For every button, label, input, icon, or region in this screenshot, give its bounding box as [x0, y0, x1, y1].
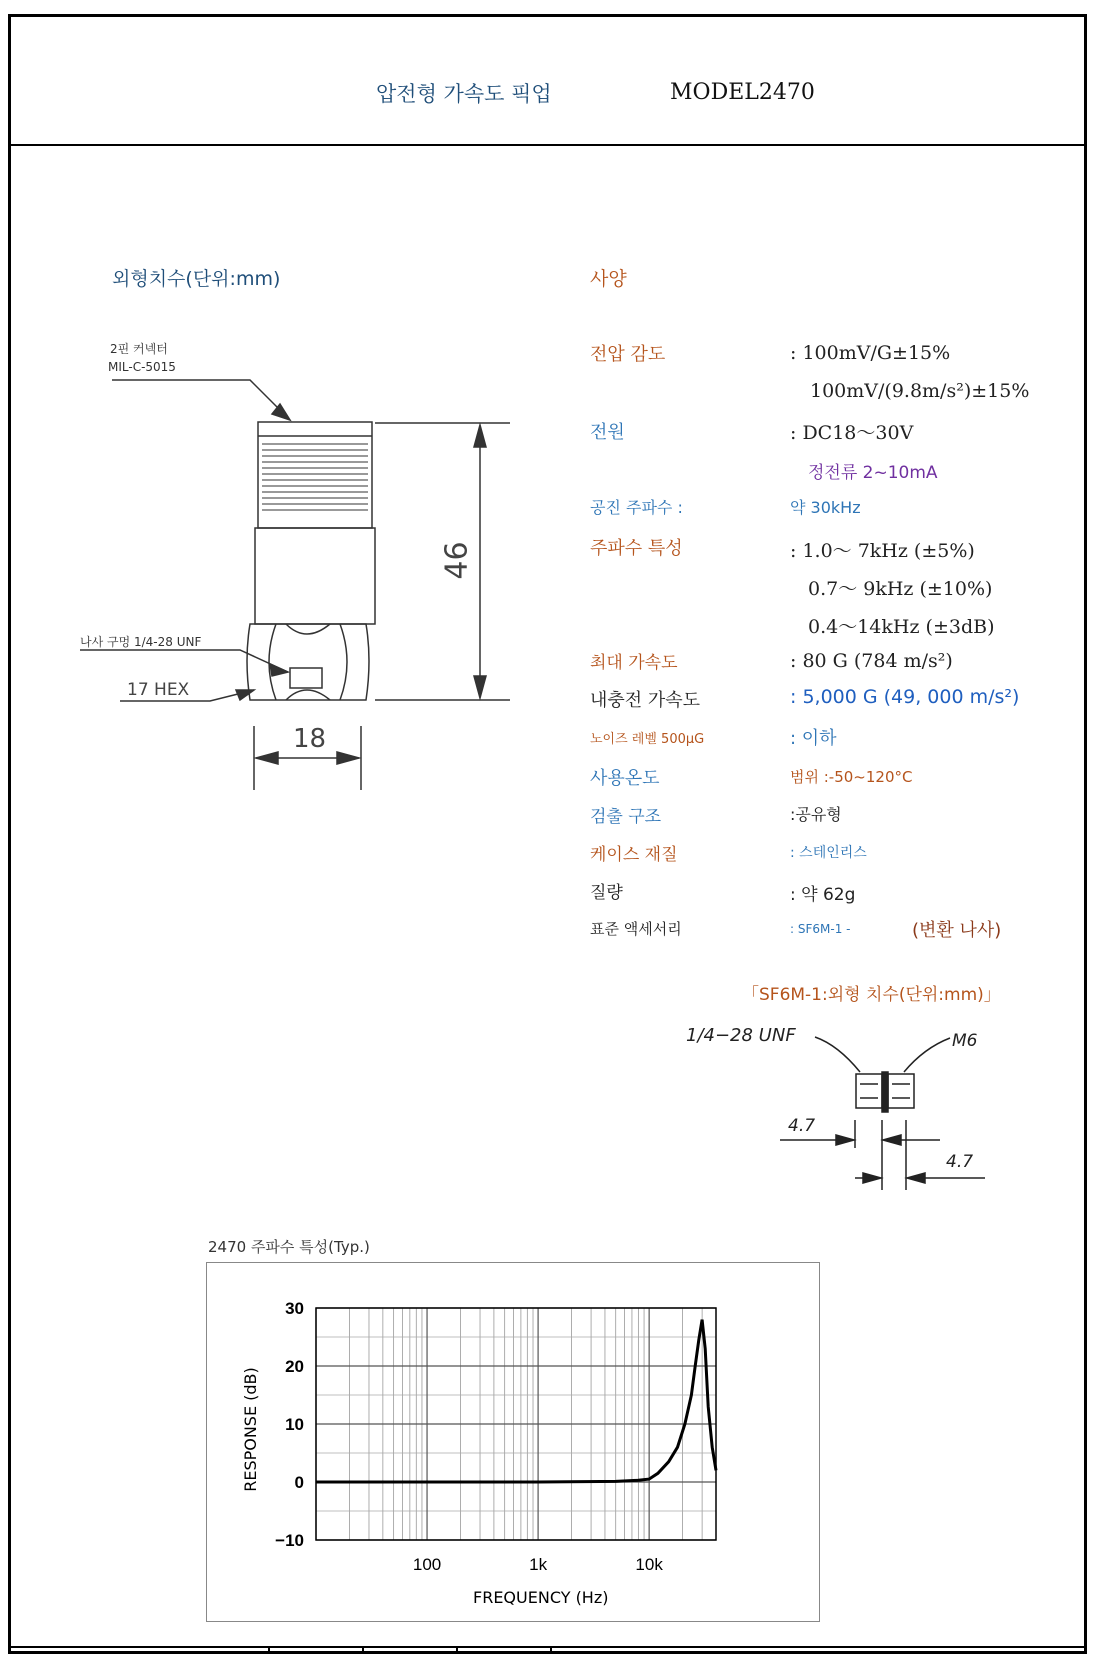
- spec-label-detection-structure: 검출 구조: [590, 807, 662, 827]
- width-dimension-value: 18: [293, 724, 327, 754]
- footer-cell-divider: [268, 1646, 270, 1654]
- footer-cell-divider: [362, 1646, 364, 1654]
- document-title: 압전형 가속도 픽업: [376, 82, 552, 106]
- accessory-m6-label: M6: [952, 1031, 978, 1051]
- y-tick-label: 0: [294, 1473, 304, 1492]
- footer-cell-divider: [550, 1646, 552, 1654]
- spec-label-power: 전원: [590, 422, 625, 443]
- spec-value-standard-accessory: : SF6M-1 -: [790, 922, 851, 936]
- hex-label: 17 HEX: [127, 680, 190, 700]
- spec-value-power: : DC18～30V: [790, 422, 914, 444]
- spec-label-voltage-sensitivity: 전압 감도: [590, 344, 666, 365]
- spec-label-frequency-response: 주파수 특성: [590, 538, 683, 559]
- spec-value-voltage-sensitivity: : 100mV/G±15%: [790, 342, 951, 364]
- spec-label-noise-level: 노이즈 레벨 500μG: [590, 732, 705, 747]
- spec-label-max-acceleration: 최대 가속도: [590, 653, 678, 673]
- spec-label-resonant-frequency: 공진 주파수 :: [590, 498, 683, 517]
- spec-value-frequency-response-10: 0.7～ 9kHz (±10%): [808, 578, 993, 600]
- accessory-dim-left: 4.7: [788, 1116, 816, 1136]
- chart-x-axis-label: FREQUENCY (Hz): [473, 1588, 609, 1607]
- spec-value-constant-current: 정전류 2~10mA: [808, 463, 938, 483]
- x-tick-label: 100: [412, 1555, 442, 1574]
- spec-label-mass: 질량: [590, 883, 623, 903]
- spec-value-resonant-frequency: 약 30kHz: [790, 498, 861, 517]
- spec-value-frequency-response-5: : 1.0～ 7kHz (±5%): [790, 540, 975, 562]
- x-tick-label: 1k: [529, 1555, 548, 1574]
- spec-label-operating-temperature: 사용온도: [590, 768, 660, 789]
- spec-value-max-acceleration: : 80 G (784 m/s²): [790, 650, 953, 672]
- accessory-dim-right: 4.7: [946, 1152, 974, 1172]
- spec-value-shock-acceleration: : 5,000 G (49, 000 m/s²): [790, 686, 1020, 708]
- connector-label: 2핀 커넥터: [110, 342, 168, 356]
- spec-value-mass: : 약 62g: [790, 885, 856, 905]
- spec-value-detection-structure: :공유형: [790, 805, 842, 824]
- y-tick-label: 20: [285, 1357, 304, 1376]
- spec-label-shock-acceleration: 내충전 가속도: [590, 690, 701, 711]
- y-tick-label: 10: [285, 1415, 304, 1434]
- spec-label-case-material: 케이스 재질: [590, 845, 678, 865]
- chart-y-axis-label: RESPONSE (dB): [240, 1367, 260, 1492]
- chart-title: 2470 주파수 특성(Typ.): [208, 1238, 370, 1256]
- height-dimension-value: 46: [439, 541, 475, 580]
- dimensions-title: 외형치수(단위:mm): [112, 268, 281, 290]
- specs-title: 사양: [590, 268, 627, 290]
- x-tick-label: 10k: [635, 1555, 663, 1574]
- connector-spec-label: MIL-C-5015: [108, 360, 176, 374]
- spec-value-operating-temperature: 범위 :-50~120°C: [790, 768, 913, 786]
- spec-value-voltage-sensitivity-si: 100mV/(9.8m/s²)±15%: [810, 380, 1030, 402]
- y-tick-label: −10: [275, 1531, 304, 1550]
- spec-label-standard-accessory: 표준 액세서리: [590, 920, 682, 938]
- accessory-thread-label: 1/4−28 UNF: [686, 1025, 796, 1046]
- spec-value-accessory-note: (변환 나사): [912, 920, 1002, 941]
- model-number: MODEL2470: [670, 80, 815, 105]
- footer-divider: [8, 1646, 1087, 1648]
- spec-value-case-material: : 스테인리스: [790, 845, 867, 861]
- y-tick-label: 30: [285, 1299, 304, 1318]
- spec-value-frequency-response-3db: 0.4～14kHz (±3dB): [808, 616, 995, 638]
- footer-cell-divider: [456, 1646, 458, 1654]
- spec-value-noise-level: : 이하: [790, 728, 837, 749]
- response-series-line: [316, 1320, 716, 1482]
- accessory-title: 「SF6M-1:외형 치수(단위:mm)」: [742, 985, 1001, 1005]
- thread-label: 나사 구멍 1/4-28 UNF: [80, 635, 202, 649]
